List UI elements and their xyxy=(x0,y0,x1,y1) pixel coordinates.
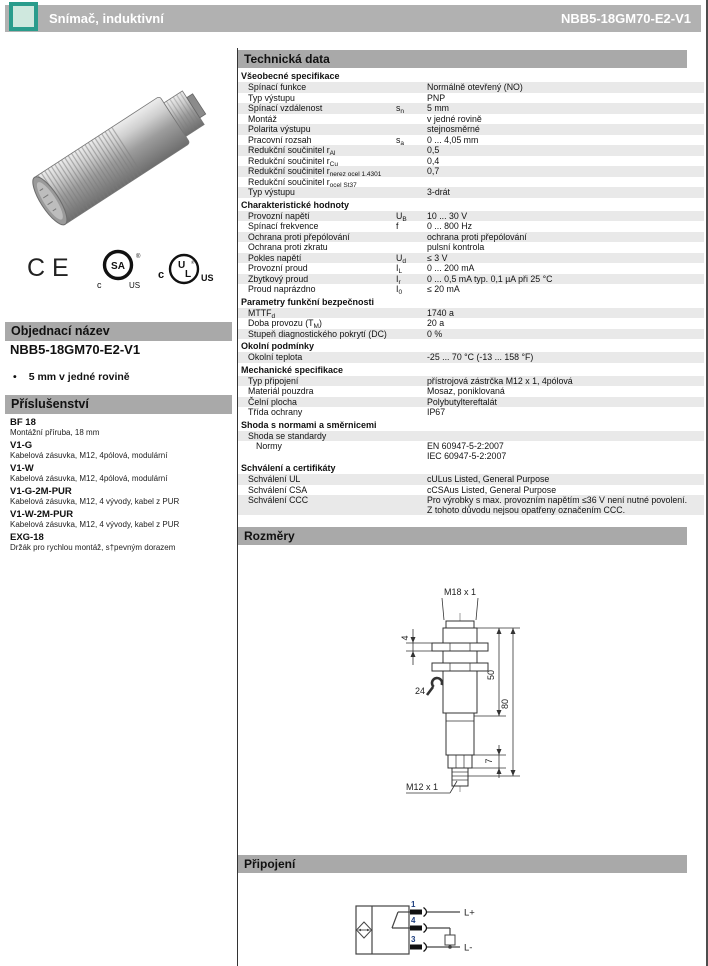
spec-label-text: Spínací frekvence xyxy=(248,221,319,231)
spec-symbol-sub: d xyxy=(402,257,406,265)
spec-value xyxy=(427,495,704,515)
ul-mark xyxy=(155,251,217,289)
spec-value xyxy=(427,284,704,295)
spec-value xyxy=(427,135,704,146)
spec-row xyxy=(238,221,704,232)
spec-label xyxy=(248,263,399,274)
spec-value xyxy=(427,187,704,198)
spec-group-header: Schválení a certifikáty xyxy=(241,463,336,473)
dim-nut-thickness-label: 4 xyxy=(400,635,410,641)
accessory-desc: Kabelová zásuvka, M12, 4 vývody, kabel z PUR xyxy=(10,520,180,529)
spec-row xyxy=(238,232,704,243)
spec-value-line: Mosaz, poniklovaná xyxy=(427,386,505,396)
spec-symbol xyxy=(396,376,427,387)
wiring-diagram xyxy=(342,890,572,966)
bullet-glyph: • xyxy=(13,371,17,383)
spec-value-line: IEC 60947-5-2:2007 xyxy=(427,451,507,461)
spec-label-text: Polarita výstupu xyxy=(248,124,311,134)
spec-row xyxy=(238,441,704,461)
spec-value xyxy=(427,376,704,387)
spec-value-line: 0 % xyxy=(427,328,443,339)
spec-label xyxy=(248,318,396,329)
spec-value-line: 0 ... 800 Hz xyxy=(427,221,472,231)
product-photo-image xyxy=(27,80,214,229)
spec-row xyxy=(238,263,704,274)
spec-value xyxy=(427,145,704,156)
spec-value xyxy=(427,124,704,135)
spec-label-text: Okolní teplota xyxy=(248,352,303,362)
supply-plus-label: L+ xyxy=(464,907,475,919)
spec-value-line: ochrana proti přepólování xyxy=(427,231,527,242)
spec-value xyxy=(427,352,704,363)
spec-row xyxy=(238,114,704,125)
spec-label xyxy=(248,82,396,93)
spec-label xyxy=(248,232,396,243)
spec-label xyxy=(248,114,396,125)
spec-row xyxy=(238,166,704,177)
spec-value-line: Polybutyltereftalát xyxy=(427,396,497,407)
spec-symbol xyxy=(396,308,427,319)
spec-value-line: přístrojová zástrčka M12 x 1, 4pólová xyxy=(427,375,573,386)
spec-value xyxy=(427,318,704,329)
ul-registered-mark: ® xyxy=(191,260,195,265)
spec-label xyxy=(248,284,399,295)
spec-symbol xyxy=(396,441,427,461)
spec-label-text: Čelní plocha xyxy=(248,396,297,407)
spec-label xyxy=(248,145,396,156)
spec-label-text: Materiál pouzdra xyxy=(248,386,314,396)
spec-group-header: Okolní podmínky xyxy=(241,341,315,351)
spec-value-line: 0 ... 4,05 mm xyxy=(427,134,479,145)
spec-symbol xyxy=(396,474,427,485)
spec-label xyxy=(248,431,396,442)
spec-symbol-text: f xyxy=(396,221,399,231)
spec-label-text: MTTF xyxy=(248,307,272,318)
spec-row xyxy=(238,274,704,285)
spec-symbol-sub: B xyxy=(402,215,407,223)
spec-label-text: Provozní proud xyxy=(248,263,308,273)
spec-row xyxy=(238,93,704,104)
spec-value-line: 0 ... 200 mA xyxy=(427,263,475,273)
pin-4-number: 4 xyxy=(411,916,416,925)
spec-label-post: ) xyxy=(318,318,322,328)
spec-value xyxy=(427,114,704,125)
spec-label-text: Ochrana proti zkratu xyxy=(248,242,328,252)
ordering-part-number: NBB5-18GM70-E2-V1 xyxy=(10,342,141,357)
spec-symbol xyxy=(396,318,427,329)
spec-label xyxy=(248,386,396,397)
spec-label-text: Provozní napětí xyxy=(248,210,310,221)
spec-symbol-sub: a xyxy=(400,139,405,147)
csa-inner-text: SA xyxy=(111,261,125,272)
spec-row xyxy=(238,187,704,198)
accessory-desc: Držák pro rychlou montáž, s†pevným dorazem xyxy=(10,543,176,552)
spec-symbol-sub: L xyxy=(398,268,403,275)
spec-value xyxy=(427,474,704,485)
spec-value xyxy=(427,221,704,232)
spec-group-header: Charakteristické hodnoty xyxy=(241,199,350,210)
spec-value xyxy=(427,441,704,461)
spec-value xyxy=(427,156,704,167)
spec-symbol xyxy=(396,284,427,295)
spec-group-header: Parametry funkční bezpečnosti xyxy=(241,296,375,307)
spec-row xyxy=(238,474,704,485)
spec-label xyxy=(248,495,396,515)
spec-value xyxy=(427,177,704,188)
accessory-code: V1-W xyxy=(10,463,34,474)
accessory-item xyxy=(10,417,232,438)
spec-label xyxy=(248,474,396,485)
ul-us-text: US xyxy=(201,273,214,283)
spec-label-text: Redukční součinitel r xyxy=(248,155,330,166)
spec-value-line: -25 ... 70 °C (-13 ... 158 °F) xyxy=(427,352,534,362)
spec-symbol xyxy=(396,166,427,177)
accessory-item xyxy=(10,486,232,507)
spec-value-line: 1740 a xyxy=(427,307,454,318)
feature-bullet xyxy=(13,371,130,383)
spec-label-text: Třída ochrany xyxy=(248,407,303,417)
spec-value xyxy=(427,211,704,222)
accessory-desc: Kabelová zásuvka, M12, 4pólová, modulární xyxy=(10,474,168,483)
spec-value xyxy=(427,82,704,93)
dim-body-length-label: 50 xyxy=(486,669,496,681)
spec-label xyxy=(248,485,396,496)
spec-value-line: Normálně otevřený (NO) xyxy=(427,82,523,92)
spec-row xyxy=(238,135,704,146)
spec-label xyxy=(248,273,399,285)
spec-value xyxy=(427,242,704,253)
spec-label-text: Montáž xyxy=(248,113,277,124)
spec-value-line: 0,5 xyxy=(427,145,440,155)
spec-row xyxy=(238,495,704,515)
spec-label xyxy=(248,93,396,104)
spec-value-line: EN 60947-5-2:2007 xyxy=(427,441,504,451)
spec-value xyxy=(427,166,704,177)
spec-label-sub: ocel St37 xyxy=(329,181,357,189)
dimensions-section-bar: Rozměry xyxy=(238,527,687,545)
spec-symbol xyxy=(396,352,427,363)
technical-data-section-bar: Technická data xyxy=(238,50,687,68)
spec-symbol xyxy=(396,253,427,264)
spec-label-text: Typ výstupu xyxy=(248,187,295,197)
spec-label-text: Schválení CCC xyxy=(248,495,309,505)
accessory-desc: Kabelová zásuvka, M12, 4pólová, modulární xyxy=(10,451,168,460)
spec-label-text: Pracovní rozsah xyxy=(248,134,312,145)
spec-value-line: PNP xyxy=(427,92,446,103)
csa-c-text: c xyxy=(97,280,102,290)
spec-label xyxy=(248,166,396,177)
spec-value-line: 0,4 xyxy=(427,155,440,166)
spec-group-header: Shoda s normami a směrnicemi xyxy=(241,419,377,430)
spec-symbol xyxy=(396,221,427,232)
accessories-list xyxy=(10,417,232,555)
spec-value xyxy=(427,485,704,496)
spec-symbol xyxy=(396,211,427,222)
ul-u-text: U xyxy=(178,260,186,271)
spec-row xyxy=(238,318,704,329)
ce-mark: CE xyxy=(27,254,76,282)
spec-label xyxy=(248,103,396,114)
right-column xyxy=(238,48,704,966)
header-bar xyxy=(5,5,701,32)
spec-value xyxy=(427,103,704,114)
spec-label-sub: nerez ocel 1.4301 xyxy=(329,171,382,178)
spec-row xyxy=(238,397,704,408)
csa-registered-mark: ® xyxy=(136,254,141,260)
accessory-code: V1-G-2M-PUR xyxy=(10,486,72,497)
spec-label xyxy=(248,177,396,188)
wrench-icon xyxy=(427,676,444,695)
spec-label-text: Proud naprázdno xyxy=(248,284,316,294)
spec-value xyxy=(427,397,704,408)
spec-symbol xyxy=(396,263,427,274)
spec-label-text: Typ připojení xyxy=(248,375,299,386)
spec-row xyxy=(238,124,704,135)
spec-symbol xyxy=(396,103,427,114)
spec-symbol xyxy=(396,93,427,104)
spec-label-sub: Cu xyxy=(329,160,338,168)
spec-row xyxy=(238,329,704,340)
spec-label-text: Schválení UL xyxy=(248,474,301,484)
spec-label-text: Redukční součinitel r xyxy=(248,145,330,155)
spec-row xyxy=(238,253,704,264)
accessory-item xyxy=(10,509,232,530)
spec-value xyxy=(427,253,704,264)
spec-label-text: Typ výstupu xyxy=(248,92,295,103)
spec-value-line: 0,7 xyxy=(427,166,440,176)
spec-label xyxy=(248,376,396,387)
spec-label xyxy=(248,242,396,253)
accessory-item xyxy=(10,440,232,461)
product-photo xyxy=(27,54,217,250)
pin-3-number: 3 xyxy=(411,935,416,944)
spec-label xyxy=(248,253,396,264)
spec-value-line: pulsní kontrola xyxy=(427,242,485,252)
spec-symbol-text: I xyxy=(396,284,399,294)
dim-total-length-label: 80 xyxy=(500,698,510,710)
spec-symbol xyxy=(396,407,427,418)
spec-label-text: Schválení CSA xyxy=(248,484,308,495)
spec-value xyxy=(427,386,704,397)
spec-symbol-text: I xyxy=(396,263,399,273)
accessory-item xyxy=(10,463,232,484)
spec-value xyxy=(427,407,704,418)
spec-value-line: 5 mm xyxy=(427,103,449,113)
accessory-code: V1-G xyxy=(10,440,33,451)
technical-data-table xyxy=(238,69,704,515)
spec-symbol xyxy=(396,329,427,340)
spec-label xyxy=(248,352,396,363)
spec-label xyxy=(248,135,396,146)
spec-label-text: Redukční součinitel r xyxy=(248,176,330,187)
spec-row xyxy=(238,156,704,167)
spec-symbol xyxy=(396,156,427,167)
spec-label-sub: Al xyxy=(329,150,336,157)
spec-value xyxy=(427,308,704,319)
spec-row xyxy=(238,82,704,93)
spec-label-text: Zbytkový proud xyxy=(248,273,309,284)
spec-label xyxy=(256,441,396,461)
spec-value xyxy=(427,93,704,104)
spec-label xyxy=(248,221,399,232)
spec-value xyxy=(427,232,704,243)
spec-symbol-sub: 0 xyxy=(398,289,403,296)
spec-symbol-text: U xyxy=(396,252,403,263)
accessory-item xyxy=(10,532,232,553)
spec-label-text: Shoda se standardy xyxy=(248,430,327,441)
left-column xyxy=(5,48,233,966)
spec-label xyxy=(248,407,396,418)
spec-symbol xyxy=(396,397,427,408)
spec-value-line: 10 ... 30 V xyxy=(427,210,468,221)
csa-us-text: US xyxy=(129,281,141,290)
ordering-section-header: Objednací název xyxy=(5,322,232,341)
spec-symbol xyxy=(396,177,427,188)
spec-symbol xyxy=(396,124,427,135)
spec-value-line: v jedné rovině xyxy=(427,113,482,124)
spec-row xyxy=(238,145,704,156)
spec-row xyxy=(238,103,704,114)
spec-value-line: IP67 xyxy=(427,407,446,417)
accessory-desc: Kabelová zásuvka, M12, 4 vývody, kabel z PUR xyxy=(10,497,180,506)
spec-symbol-text: I xyxy=(396,273,399,284)
spec-label xyxy=(248,308,396,319)
spec-symbol xyxy=(396,495,427,515)
spec-value-line: 3-drát xyxy=(427,187,450,197)
spec-value-line: 20 a xyxy=(427,318,445,328)
dim-connector-length-label: 7 xyxy=(484,758,494,764)
spec-row xyxy=(238,485,704,496)
spec-symbol xyxy=(396,114,427,125)
ul-c-text: c xyxy=(158,269,165,281)
spec-symbol xyxy=(396,135,427,146)
spec-symbol-text: s xyxy=(396,134,401,145)
spec-value-line: Pro výrobky s max. provozním napětím ≤36 V není nutné povolení. xyxy=(427,495,688,505)
spec-label xyxy=(248,397,396,408)
spec-symbol-sub: r xyxy=(398,278,401,286)
spec-symbol xyxy=(396,431,427,442)
spec-value xyxy=(427,431,704,442)
spec-value-line: ≤ 20 mA xyxy=(427,284,460,294)
accessory-desc: Montážní příruba, 18 mm xyxy=(10,428,100,437)
spec-symbol xyxy=(396,242,427,253)
spec-group-header: Všeobecné specifikace xyxy=(241,71,340,81)
spec-label xyxy=(248,211,396,222)
spec-value-line: stejnosměrné xyxy=(427,124,480,134)
spec-value xyxy=(427,263,704,274)
supply-minus-label: L- xyxy=(464,942,473,954)
spec-label-sub: d xyxy=(271,312,276,320)
spec-symbol-text: s xyxy=(396,103,401,113)
spec-row xyxy=(238,352,704,363)
csa-mark xyxy=(93,248,147,290)
dim-wrench-size-label: 24 xyxy=(414,686,426,696)
spec-row xyxy=(238,242,704,253)
spec-value-line: ≤ 3 V xyxy=(427,252,448,263)
spec-label-text: Spínací vzdálenost xyxy=(248,103,323,113)
accessory-code: EXG-18 xyxy=(10,532,44,543)
product-type-title: Snímač, induktivní xyxy=(49,11,164,26)
spec-label xyxy=(248,329,396,340)
spec-label-text: Normy xyxy=(256,441,282,451)
spec-label-text: Pokles napětí xyxy=(248,252,302,263)
spec-label-text: Redukční součinitel r xyxy=(248,166,330,176)
spec-value xyxy=(427,329,704,340)
spec-symbol xyxy=(396,485,427,496)
spec-value-line: Z tohoto důvodu nejsou opatřeny označením CCC. xyxy=(427,505,626,515)
spec-value-line: cCSAus Listed, General Purpose xyxy=(427,484,557,495)
spec-label-text: Doba provozu (T xyxy=(248,318,314,328)
spec-row xyxy=(238,407,704,418)
ul-l-text: L xyxy=(185,269,192,280)
spec-row xyxy=(238,177,704,188)
spec-symbol xyxy=(396,386,427,397)
spec-label-text: Spínací funkce xyxy=(248,82,307,92)
spec-label xyxy=(248,187,396,198)
spec-value xyxy=(427,274,704,285)
spec-row xyxy=(238,376,704,387)
spec-symbol-text: U xyxy=(396,210,403,221)
spec-row xyxy=(238,431,704,442)
spec-row xyxy=(238,386,704,397)
spec-symbol-sub: n xyxy=(400,108,405,115)
spec-row xyxy=(238,211,704,222)
spec-symbol xyxy=(396,232,427,243)
accessory-code: V1-W-2M-PUR xyxy=(10,509,74,520)
brand-logo xyxy=(9,2,38,31)
spec-symbol xyxy=(396,187,427,198)
spec-symbol xyxy=(396,82,427,93)
spec-label-text: Stupeň diagnostického pokrytí (DC) xyxy=(248,328,387,339)
dim-thread-bottom-label: M12 x 1 xyxy=(406,782,439,792)
spec-group-header: Mechanické specifikace xyxy=(241,364,344,375)
spec-value-line: cULus Listed, General Purpose xyxy=(427,474,550,484)
feature-bullet-text: 5 mm v jedné rovině xyxy=(28,371,130,383)
dimension-drawing xyxy=(380,583,600,823)
connection-section-bar: Připojení xyxy=(238,855,687,873)
spec-label-text: Ochrana proti přepólování xyxy=(248,231,350,242)
spec-row xyxy=(238,308,704,319)
pin-1-number: 1 xyxy=(411,900,416,909)
spec-label xyxy=(248,156,396,167)
spec-label xyxy=(248,124,396,135)
spec-label-sub: M xyxy=(313,323,319,330)
dim-thread-top-label: M18 x 1 xyxy=(443,587,477,597)
spec-symbol xyxy=(396,145,427,156)
spec-row xyxy=(238,284,704,295)
spec-value-line: 0 ... 0,5 mA typ. 0,1 µA při 25 °C xyxy=(427,273,553,284)
accessories-section-header: Příslušenství xyxy=(5,395,232,414)
accessory-code: BF 18 xyxy=(10,417,36,428)
spec-symbol xyxy=(396,274,427,285)
part-number-header: NBB5-18GM70-E2-V1 xyxy=(560,11,691,26)
